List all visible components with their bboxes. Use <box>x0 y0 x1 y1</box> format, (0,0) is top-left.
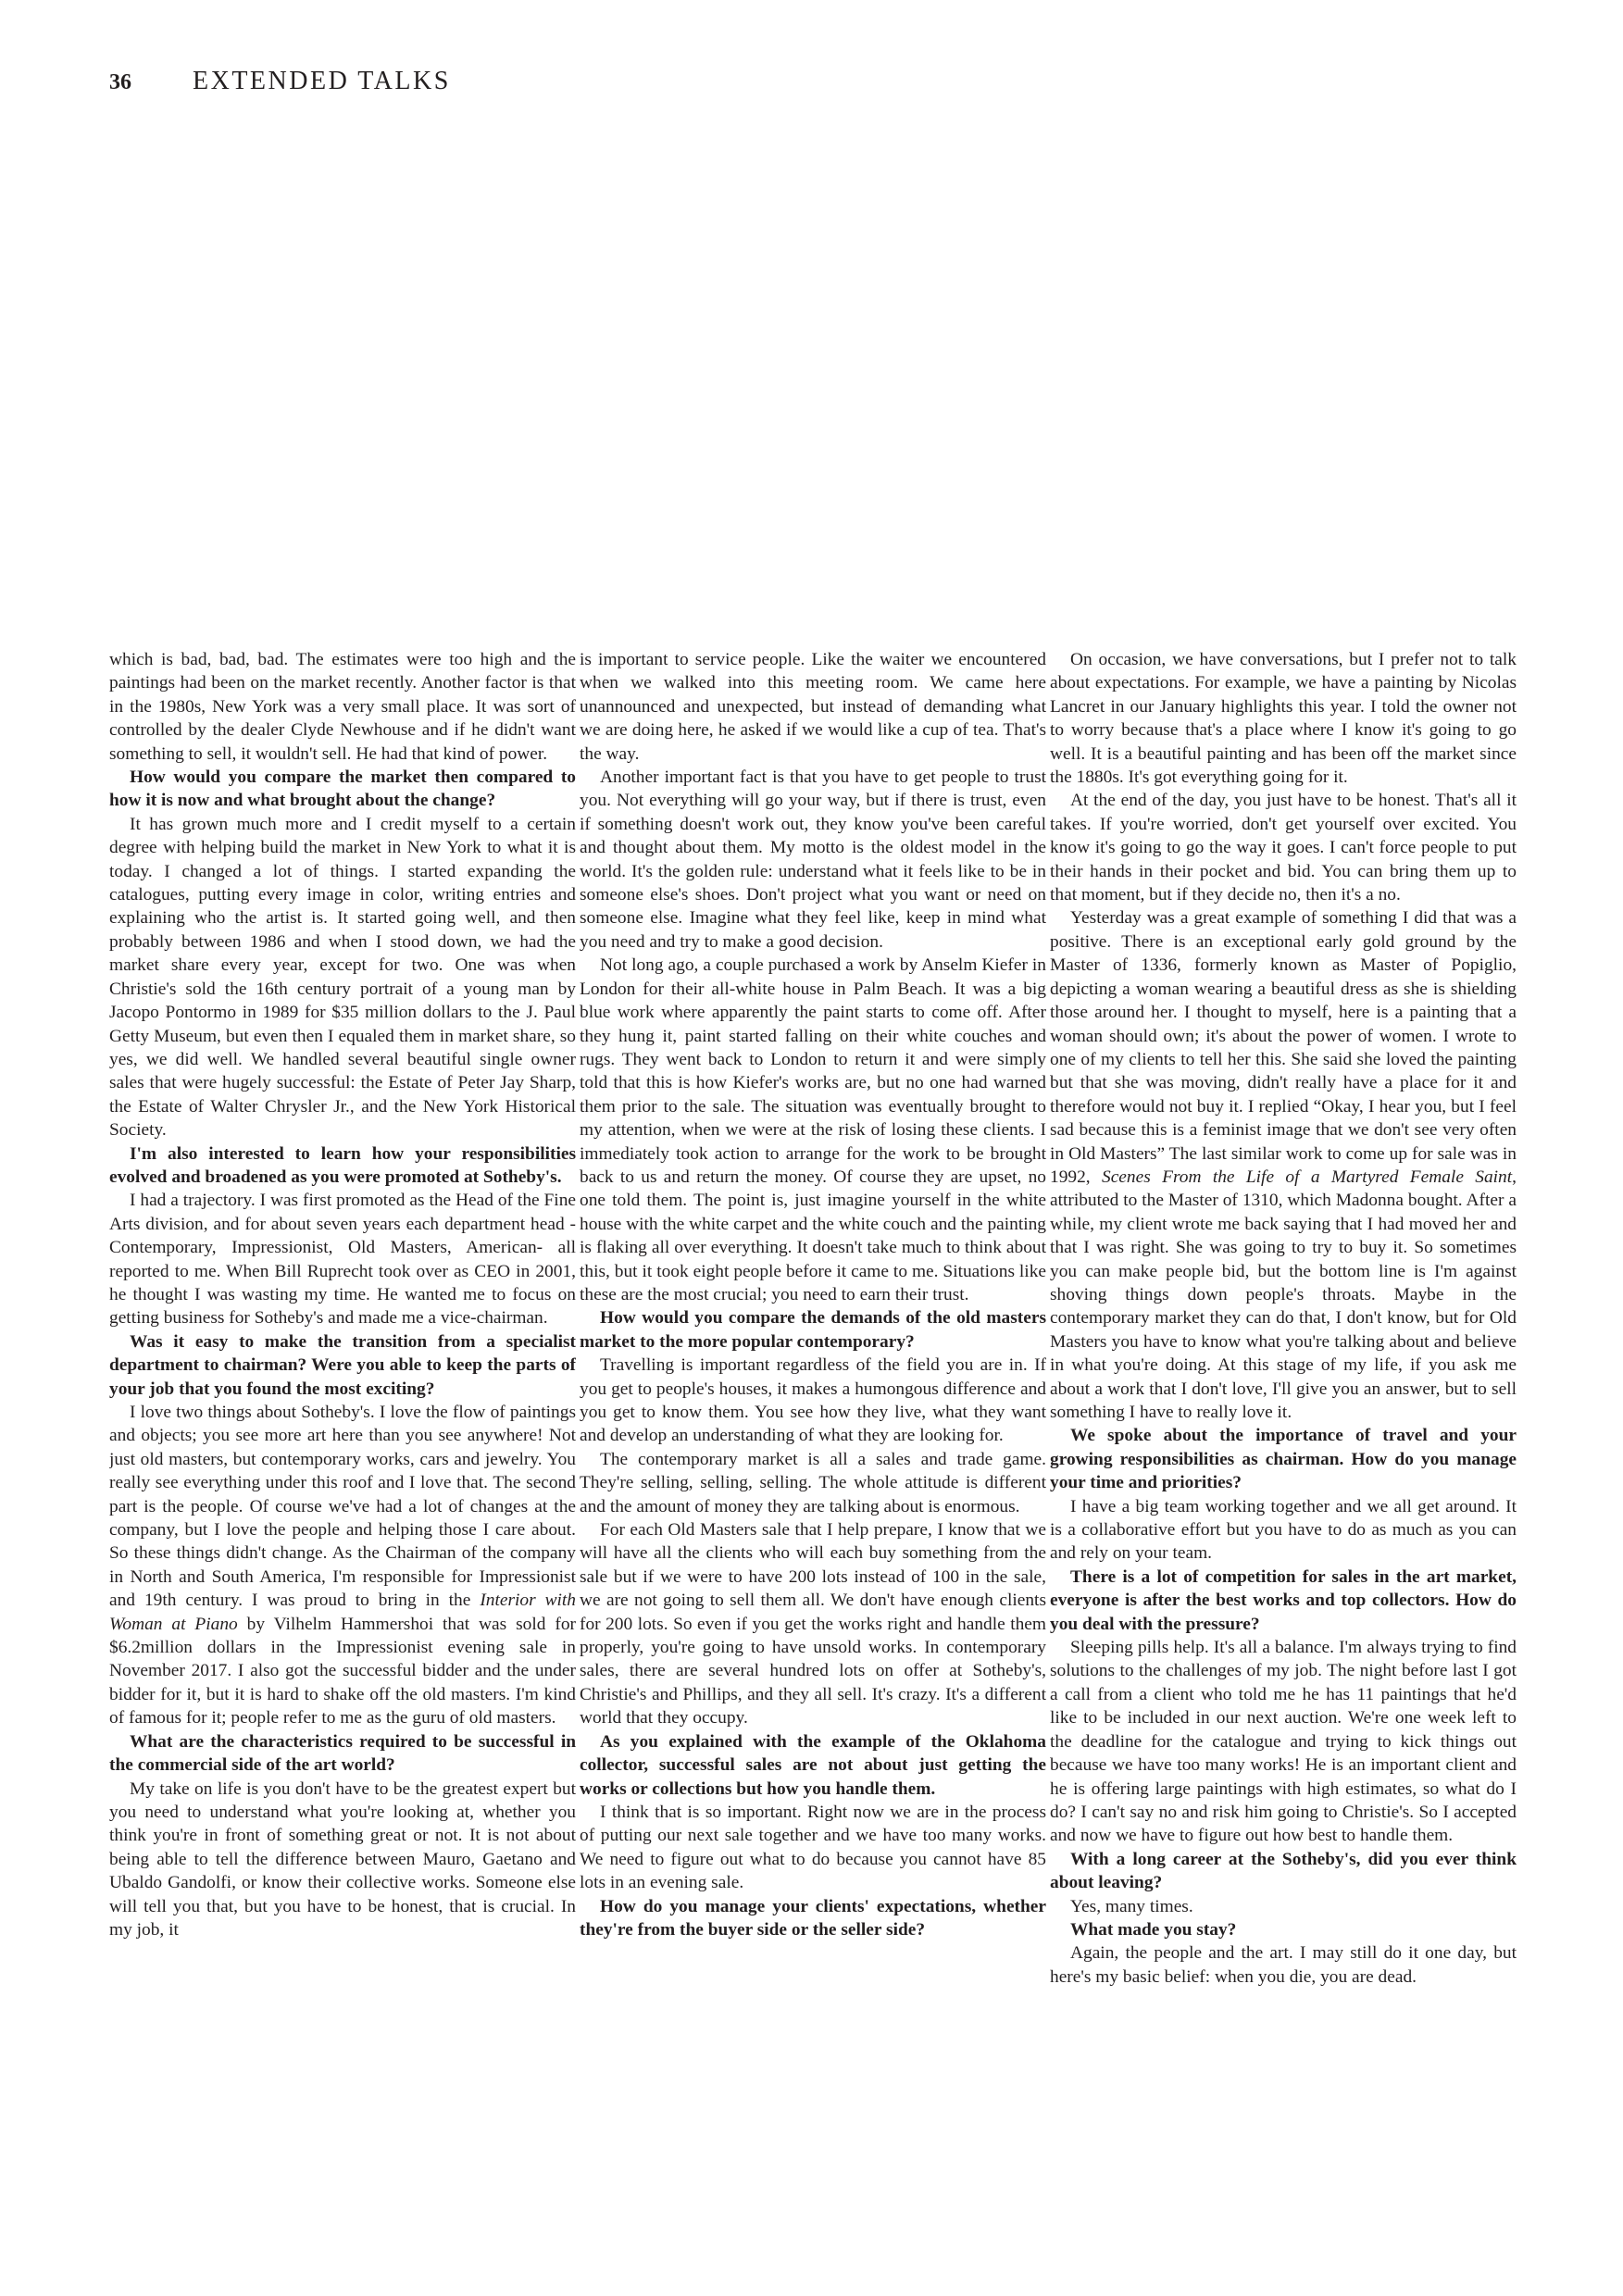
interview-answer: Travelling is important regardless of the field you are in. If you get to people's houses, it makes a humongous difference and you get to know them. You see how they live, what they want and develop an understanding of what they are looking for. <box>580 1355 1046 1446</box>
interview-answer: Not long ago, a couple purchased a work by Anselm Kiefer in London for their all-white house in Palm Beach. It was a big blue work where apparently the paint starts to come off. After they hung it, paint started falling on their white couches and rugs. They went back to London to return it and were simply told that this is how Kiefer's works are, but no one had warned them prior to the sale. The situation was eventually brought to my attention, when we were at the risk of losing these clients. I immediately took action to arrange for the work to be brought back to us and return the money. Of course they are upset, no one told them. The point is, just imagine yourself in the white house with the white carpet and the white couch and the painting is flaking all over everything. It doesn't take much to think about this, but it took eight people before it came to me. Situations like these are the most crucial; you need to earn their trust. <box>580 955 1046 1304</box>
interview-answer: It has grown much more and I credit myself to a certain degree with helping build the market in New York to what it is today. I changed a lot of things. I started expanding the catalogues, putting every image in color, writing entries and explaining who the artist is. It started going well, and then probably between 1986 and when I stood down, we had the market share every year, except for two. One was when Christie's sold the 16th century portrait of a young man by Jacopo Pontormo in 1989 for $35 million dollars to the J. Paul Getty Museum, but even then I equaled them in market share, so yes, we did well. We handled several beautiful single owner sales that were hugely successful: the Estate of Peter Jay Sharp, the Estate of Walter Chrysler Jr., and the New York Historical Society. <box>109 814 576 1141</box>
interview-answer: Again, the people and the art. I may still do it one day, but here's my basic belief: when you die, you are dead. <box>1050 1943 1517 1987</box>
text-column-3 <box>1050 648 1517 2268</box>
interview-question: How would you compare the market then compared to how it is now and what brought about the change? <box>109 767 576 811</box>
interview-question: There is a lot of competition for sales in the art market, everyone is after the best works and top collectors. How do you deal with the pressure? <box>1050 1566 1517 1634</box>
interview-answer: is important to service people. Like the waiter we encountered when we walked into this meeting room. We came here unannounced and unexpected, but instead of demanding what we are doing here, he asked if we would like a cup of tea. That's the way. <box>580 650 1046 764</box>
interview-answer: On occasion, we have conversations, but I prefer not to talk about expectations. For example, we have a painting by Nicolas Lancret in our January highlights this year. I told the owner not to worry because that's a place where I know it's going to go well. It is a beautiful painting and has been off the market since the 1880s. It's got everything going for it. <box>1050 650 1517 788</box>
interview-answer: Yesterday was a great example of something I did that was a positive. There is an exceptional early gold ground by the Master of 1336, formerly known as Master of Popiglio, depicting a woman wearing a beautiful dress as she is shielding those around her. I thought to myself, here is a painting that a woman should own; it's about the power of women. I wrote to one of my clients to tell her this. She said she loved the painting but that she was moving, didn't really have a place for it and therefore would not buy it. I replied “Okay, I hear you, but I feel sad because this is a feminist image that we don't see very often in Old Masters” The last similar work to come up for sale was in 1992, Scenes From the Life of a Martyred Female Saint, attributed to the Master of 1310, which Madonna bought. After a while, my client wrote me back saying that I had moved her and that I was right. She was going to try to buy it. So sometimes you can make people bid, but the bottom line is I'm against shoving things down people's throats. Maybe in the contemporary market they can do that, I don't know, but for Old Masters you have to know what you're talking about and believe in what you're doing. At this stage of my life, if you ask me about a work that I don't love, I'll give you an answer, but to sell something I have to really love it. <box>1050 908 1517 1422</box>
running-header <box>109 67 451 96</box>
interview-answer: which is bad, bad, bad. The estimates were too high and the paintings had been on the market recently. Another factor is that in the 1980s, New York was a very small place. It was sort of controlled by the dealer Clyde Newhouse and if he didn't want something to sell, it wouldn't sell. He had that kind of power. <box>109 650 576 764</box>
interview-question: Was it easy to make the transition from a specialist department to chairman? Were you able to keep the parts of your job that you found the most exciting? <box>109 1331 576 1399</box>
interview-answer: Another important fact is that you have to get people to trust you. Not everything will go your way, but if there is trust, even if something doesn't work out, they know you've been careful and thought about them. My motto is the oldest model in the world. It's the golden rule: understand what it feels like to be in someone else's shoes. Don't project what you want or need on someone else. Imagine what they feel like, keep in mind what you need and try to make a good decision. <box>580 767 1046 952</box>
interview-question: We spoke about the importance of travel and your growing responsibilities as chairman. How do you manage your time and priorities? <box>1050 1426 1517 1493</box>
interview-question: What made you stay? <box>1070 1919 1237 1940</box>
page-number: 36 <box>109 70 131 94</box>
section-title: EXTENDED TALKS <box>193 67 451 95</box>
artwork-title: Scenes From the Life of a Martyred Female Saint <box>1102 1167 1513 1187</box>
interview-question: I'm also interested to learn how your responsibilities evolved and broadened as you were promoted at Sotheby's. <box>109 1143 576 1187</box>
artwork-title: Interior with Woman at Piano <box>109 1591 576 1634</box>
interview-question: How do you manage your clients' expectations, whether they're from the buyer side or the seller side? <box>580 1896 1046 1940</box>
interview-answer: Yes, many times. <box>1070 1896 1193 1916</box>
interview-answer: I love two things about Sotheby's. I love the flow of paintings and objects; you see more art here than you see anywhere! Not just old masters, but contemporary works, cars and jewelry. You really see everything under this roof and I love that. The second part is the people. Of course we've had a lot of changes at the company, but I love the people and helping those I care about. So these things didn't change. As the Chairman of the company in North and South America, I'm responsible for Impressionist and 19th century. I was proud to bring in the Interior with Woman at Piano by Vilhelm Hammershoi that was sold for $6.2million dollars in the Impressionist evening sale in November 2017. I also got the successful bidder and the under bidder for it, but it is hard to shake off the old masters. I'm kind of famous for it; people refer to me as the guru of old masters. <box>109 1403 576 1728</box>
interview-question: What are the characteristics required to be successful in the commercial side of the art world? <box>109 1731 576 1776</box>
text-column-2 <box>580 648 1046 2268</box>
interview-answer: I had a trajectory. I was first promoted as the Head of the Fine Arts division, and for about seven years each department head -Contemporary, Impressionist, Old Masters, American- all reported to me. When Bill Ruprecht took over as CEO in 2001, he thought I was wasting my time. He wanted me to focus on getting business for Sotheby's and made me a vice-chairman. <box>109 1191 576 1329</box>
text-column-1 <box>109 648 576 2268</box>
article-body <box>109 648 1517 2268</box>
interview-answer: For each Old Masters sale that I help prepare, I know that we will have all the clients who will each buy something from the sale but if we were to have 200 lots instead of 100 in the sale, we are not going to sell them all. We don't have enough clients for 200 lots. So even if you get the works right and handle them properly, you're going to have unsold works. In contemporary sales, there are several hundred lots on offer at Sotheby's, Christie's and Phillips, and they all sell. It's crazy. It's a different world that they occupy. <box>580 1520 1046 1728</box>
interview-question: With a long career at the Sotheby's, did you ever think about leaving? <box>1050 1849 1517 1893</box>
interview-question: As you explained with the example of the Oklahoma collector, successful sales are not about just getting the works or collections but how you handle them. <box>580 1731 1046 1799</box>
interview-answer: The contemporary market is all a sales and trade game. They're selling, selling, selling. The whole attitude is different and the amount of money they are talking about is enormous. <box>580 1449 1046 1516</box>
interview-answer: At the end of the day, you just have to be honest. That's all it takes. If you're worried, don't get yourself over excited. You know it's going to go the way it goes. I can't force people to put their hands in their pocket and bid. You can bring them up to that moment, but if they decide no, then it's a no. <box>1050 791 1517 905</box>
interview-answer: My take on life is you don't have to be the greatest expert but you need to understand what you're looking at, whether you think you're in front of something great or not. It is not about being able to tell the difference between Mauro, Gaetano and Ubaldo Gandolfi, or know their collective works. Someone else will tell you that, but you have to be honest, that is crucial. In my job, it <box>109 1778 576 1940</box>
interview-answer: I have a big team working together and we all get around. It is a collaborative effort but you have to do as much as you can and rely on your team. <box>1050 1496 1517 1564</box>
interview-answer: Sleeping pills help. It's all a balance. I'm always trying to find solutions to the challenges of my job. The night before last I got a call from a client who told me he has 11 paintings that he'd like to be included in our next auction. We're one week left to the deadline for the catalogue and trying to kick things out because we have too many works! He is an important client and he is offering large paintings with high estimates, so what do I do? I can't say no and risk him going to Christie's. So I accepted and now we have to figure out how best to handle them. <box>1050 1638 1517 1846</box>
interview-question: How would you compare the demands of the old masters market to the more popular contemporary? <box>580 1308 1046 1352</box>
interview-answer: I think that is so important. Right now we are in the process of putting our next sale together and we have too many works. We need to figure out what to do because you cannot have 85 lots in an evening sale. <box>580 1802 1046 1893</box>
